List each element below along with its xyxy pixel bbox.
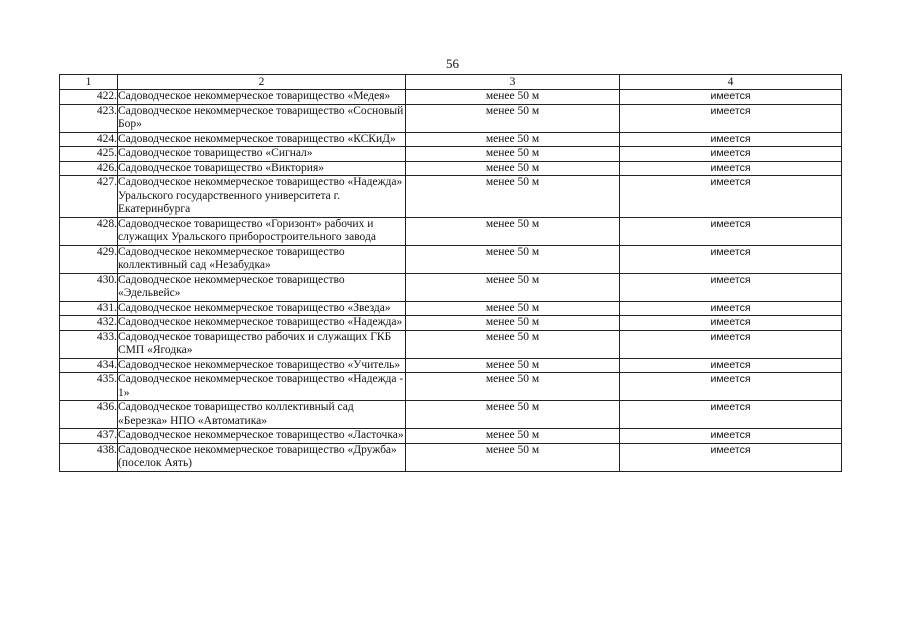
column-header-2: 2 (118, 75, 406, 90)
table-header (60, 75, 842, 90)
availability-status: имеется (620, 217, 842, 245)
availability-status: имеется (620, 330, 842, 358)
table-row (60, 373, 842, 401)
availability-status: имеется (620, 401, 842, 429)
table-body (60, 90, 842, 472)
table-row (60, 443, 842, 471)
row-number: 427. (60, 176, 118, 218)
row-number: 428. (60, 217, 118, 245)
table-row (60, 330, 842, 358)
table-row (60, 273, 842, 301)
availability-status: имеется (620, 245, 842, 273)
row-number: 430. (60, 273, 118, 301)
availability-status: имеется (620, 316, 842, 331)
organization-name: Садоводческое товарищество «Горизонт» рабочих и служащих Уральского приборостроительного завода (118, 217, 406, 245)
organization-name: Садоводческое некоммерческое товарищество «Надежда» (118, 316, 406, 331)
distance-value: менее 50 м (406, 429, 620, 444)
availability-status: имеется (620, 301, 842, 316)
organization-name: Садоводческое товарищество рабочих и служащих ГКБ СМП «Ягодка» (118, 330, 406, 358)
availability-status: имеется (620, 358, 842, 373)
availability-status: имеется (620, 443, 842, 471)
row-number: 432. (60, 316, 118, 331)
organization-name: Садоводческое некоммерческое товарищество «Учитель» (118, 358, 406, 373)
row-number: 424. (60, 132, 118, 147)
availability-status: имеется (620, 429, 842, 444)
organization-name: Садоводческое некоммерческое товарищество «Звезда» (118, 301, 406, 316)
table-row (60, 401, 842, 429)
organization-name: Садоводческое некоммерческое товарищество «Сосновый Бор» (118, 104, 406, 132)
availability-status: имеется (620, 147, 842, 162)
row-number: 422. (60, 90, 118, 105)
registry-table (59, 74, 842, 472)
row-number: 438. (60, 443, 118, 471)
distance-value: менее 50 м (406, 301, 620, 316)
organization-name: Садоводческое товарищество коллективный сад «Березка» НПО «Автоматика» (118, 401, 406, 429)
distance-value: менее 50 м (406, 373, 620, 401)
distance-value: менее 50 м (406, 443, 620, 471)
distance-value: менее 50 м (406, 132, 620, 147)
availability-status: имеется (620, 132, 842, 147)
distance-value: менее 50 м (406, 316, 620, 331)
row-number: 436. (60, 401, 118, 429)
row-number: 429. (60, 245, 118, 273)
table-row (60, 132, 842, 147)
row-number: 437. (60, 429, 118, 444)
table-row (60, 176, 842, 218)
organization-name: Садоводческое некоммерческое товарищество «Надежда - 1» (118, 373, 406, 401)
distance-value: менее 50 м (406, 161, 620, 176)
availability-status: имеется (620, 176, 842, 218)
table-row (60, 104, 842, 132)
table-row (60, 301, 842, 316)
organization-name: Садоводческое товарищество «Сигнал» (118, 147, 406, 162)
distance-value: менее 50 м (406, 147, 620, 162)
distance-value: менее 50 м (406, 330, 620, 358)
distance-value: менее 50 м (406, 358, 620, 373)
organization-name: Садоводческое товарищество «Виктория» (118, 161, 406, 176)
column-header-3: 3 (406, 75, 620, 90)
organization-name: Садоводческое некоммерческое товарищество «Надежда» Уральского государственного университета г. Екатеринбурга (118, 176, 406, 218)
distance-value: менее 50 м (406, 245, 620, 273)
header-row (60, 75, 842, 90)
availability-status: имеется (620, 161, 842, 176)
table-row (60, 90, 842, 105)
distance-value: менее 50 м (406, 401, 620, 429)
table-row (60, 429, 842, 444)
organization-name: Садоводческое некоммерческое товарищество «Эдельвейс» (118, 273, 406, 301)
distance-value: менее 50 м (406, 176, 620, 218)
availability-status: имеется (620, 90, 842, 105)
table-row (60, 217, 842, 245)
availability-status: имеется (620, 104, 842, 132)
distance-value: менее 50 м (406, 104, 620, 132)
row-number: 431. (60, 301, 118, 316)
distance-value: менее 50 м (406, 217, 620, 245)
row-number: 433. (60, 330, 118, 358)
organization-name: Садоводческое некоммерческое товарищество «КСКиД» (118, 132, 406, 147)
column-header-4: 4 (620, 75, 842, 90)
table-row (60, 316, 842, 331)
row-number: 426. (60, 161, 118, 176)
organization-name: Садоводческое некоммерческое товарищество «Ласточка» (118, 429, 404, 441)
table-row (60, 245, 842, 273)
distance-value: менее 50 м (406, 273, 620, 301)
page-number: 56 (446, 56, 459, 71)
availability-status: имеется (620, 273, 842, 301)
table-row (60, 358, 842, 373)
column-header-1: 1 (60, 75, 118, 90)
organization-name: Садоводческое некоммерческое товарищество коллективный сад «Незабудка» (118, 245, 406, 273)
row-number: 435. (60, 373, 118, 401)
row-number: 423. (60, 104, 118, 132)
table-row (60, 161, 842, 176)
distance-value: менее 50 м (406, 90, 620, 105)
row-number: 425. (60, 147, 118, 162)
table-row (60, 147, 842, 162)
organization-name: Садоводческое некоммерческое товарищество «Дружба» (поселок Аять) (118, 443, 406, 471)
row-number: 434. (60, 358, 118, 373)
availability-status: имеется (620, 373, 842, 401)
organization-name: Садоводческое некоммерческое товарищество «Медея» (118, 90, 406, 105)
